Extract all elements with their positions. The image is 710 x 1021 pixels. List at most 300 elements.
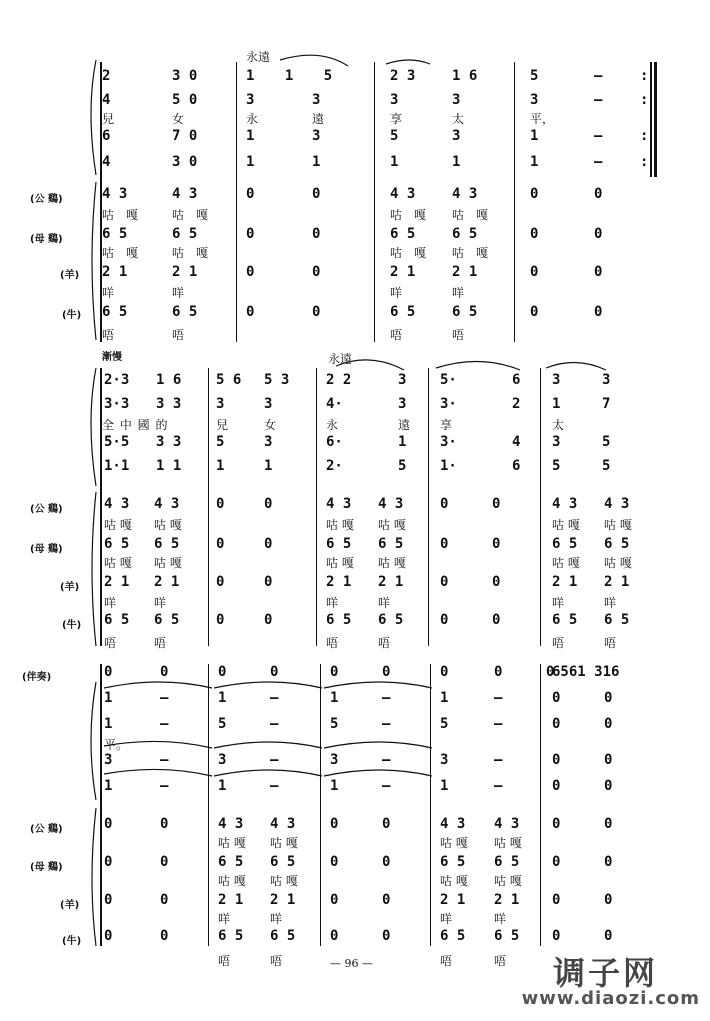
- lyric: 咩: [172, 286, 185, 300]
- note: 3: [452, 128, 461, 144]
- note: 2: [102, 68, 111, 84]
- note: 1: [104, 690, 113, 706]
- lyric: 咩: [270, 912, 283, 926]
- lyric: 咕: [102, 246, 115, 260]
- note: 0: [552, 690, 561, 706]
- lyric: 咩: [390, 286, 403, 300]
- note: 6 5: [218, 928, 244, 944]
- lyric: 唔: [552, 636, 565, 650]
- note: 3: [552, 434, 561, 450]
- note: 1: [312, 154, 321, 170]
- note: 7 0: [172, 128, 198, 144]
- note: —: [494, 752, 503, 768]
- note: 6 5: [452, 226, 478, 242]
- brace-left: [92, 492, 96, 646]
- note: 0: [546, 664, 555, 680]
- note: 0: [312, 264, 321, 280]
- lyric: 女: [172, 112, 185, 126]
- note: 3: [312, 92, 321, 108]
- lyric: 咩: [440, 912, 453, 926]
- note: 2 1: [452, 264, 478, 280]
- note: 1: [218, 690, 227, 706]
- note: 0: [604, 892, 613, 908]
- note: 0: [160, 928, 169, 944]
- note: 0: [382, 928, 391, 944]
- lyric: 遠: [398, 418, 411, 432]
- part-label-accompaniment: (伴奏): [22, 672, 52, 683]
- part-label-hen: (母 鷄): [30, 544, 63, 555]
- note: 2 1: [104, 574, 130, 590]
- note: 0: [440, 612, 449, 628]
- lyric: 唔: [172, 328, 185, 342]
- note: 6 5: [452, 304, 478, 320]
- note: 0: [312, 186, 321, 202]
- note: 4 3: [440, 816, 466, 832]
- lyric: 嘎: [126, 208, 139, 222]
- lyric: 平，: [530, 112, 555, 126]
- note: 6 5: [440, 854, 466, 870]
- note: 6 5: [104, 536, 130, 552]
- note: 0: [552, 752, 561, 768]
- note: 4 3: [378, 496, 404, 512]
- note: 1: [264, 458, 273, 474]
- lyric: 嘎: [414, 246, 427, 260]
- note: 2 3: [390, 68, 416, 84]
- note: 1·: [440, 458, 457, 474]
- note: 0: [216, 496, 225, 512]
- watermark-url: www.diaozi.com: [521, 988, 700, 1009]
- note: 5: [530, 68, 539, 84]
- note: 0: [552, 892, 561, 908]
- part-label-cow: (牛): [62, 620, 82, 631]
- note: 0: [440, 496, 449, 512]
- note: 1 6: [156, 372, 182, 388]
- lyric: 咕 嘎: [604, 518, 632, 532]
- note: 1: [530, 128, 539, 144]
- note: —: [270, 690, 279, 706]
- note: 3: [452, 92, 461, 108]
- note: 5: [218, 716, 227, 732]
- note: 1: [246, 154, 255, 170]
- lyric: 咕 嘎: [552, 518, 580, 532]
- note: 2 1: [172, 264, 198, 280]
- lyric: 咕 嘎: [604, 556, 632, 570]
- note: 4 3: [326, 496, 352, 512]
- lyric: 唔: [154, 636, 167, 650]
- note: 4: [512, 434, 521, 450]
- note: —: [160, 716, 169, 732]
- lyric: 兒: [216, 418, 229, 432]
- lyric: 咕: [172, 246, 185, 260]
- note: 4 3: [494, 816, 520, 832]
- lyric: 女: [264, 418, 277, 432]
- note: 6 5: [172, 226, 198, 242]
- lyric: 永: [246, 112, 259, 126]
- lyric: 咩: [326, 596, 339, 610]
- tie: [104, 741, 212, 748]
- lyric: 咕 嘎: [326, 556, 354, 570]
- note: 0: [264, 536, 273, 552]
- note: 6 5: [494, 854, 520, 870]
- lyric: 咕 嘎: [378, 556, 406, 570]
- note: 1 1 5: [246, 68, 333, 84]
- note: 5·5: [104, 434, 130, 450]
- repeat-dots: :: [640, 92, 649, 108]
- note: 0: [218, 664, 227, 680]
- note: 0: [330, 892, 339, 908]
- note: 0: [440, 536, 449, 552]
- lyric: 咕 嘎: [440, 874, 468, 888]
- note: 6 5: [326, 612, 352, 628]
- note: 6 5: [390, 226, 416, 242]
- note: 6: [102, 128, 111, 144]
- note: 1: [218, 778, 227, 794]
- note: 0: [264, 496, 273, 512]
- note: 0: [604, 752, 613, 768]
- note: 2 1: [494, 892, 520, 908]
- note: 4: [102, 92, 111, 108]
- lyric: 唔: [604, 636, 617, 650]
- part-label-sheep: (羊): [60, 582, 80, 593]
- note: 2 1: [218, 892, 244, 908]
- watermark-logo: 调子网: [552, 954, 658, 992]
- part-label-rooster: (公 鷄): [30, 194, 63, 205]
- note: 6 5: [494, 928, 520, 944]
- note: 6: [512, 372, 521, 388]
- note: 6 5: [172, 304, 198, 320]
- note: 1: [104, 778, 113, 794]
- lyric: 唔: [494, 954, 507, 968]
- lyric: 唔: [440, 954, 453, 968]
- note: 5: [390, 128, 399, 144]
- note: 0: [604, 854, 613, 870]
- note: 2·3: [104, 372, 130, 388]
- note: —: [270, 716, 279, 732]
- note: 5: [216, 434, 225, 450]
- note: 0: [440, 574, 449, 590]
- note: 0: [530, 226, 539, 242]
- note: 3: [530, 92, 539, 108]
- note: 1 1: [156, 458, 182, 474]
- note: 0: [160, 664, 169, 680]
- note: 0: [494, 664, 503, 680]
- lyric: 全 中 國 的: [102, 418, 169, 432]
- lyric: 咕: [102, 208, 115, 222]
- lyric: 嘎: [196, 246, 209, 260]
- note: 2·: [326, 458, 343, 474]
- lyric: 唔: [390, 328, 403, 342]
- note: 0: [604, 716, 613, 732]
- note: 0: [216, 536, 225, 552]
- note: —: [494, 716, 503, 732]
- tie: [324, 682, 432, 688]
- slur: [546, 362, 606, 370]
- note: 1: [398, 434, 407, 450]
- note: 0: [530, 186, 539, 202]
- tie: [324, 770, 432, 776]
- note: 4 3: [604, 496, 630, 512]
- note: 0: [104, 816, 113, 832]
- lyric: 咕 嘎: [552, 556, 580, 570]
- note: 6 5: [378, 536, 404, 552]
- lyric: 嘎: [476, 246, 489, 260]
- part-label-rooster: (公 鷄): [30, 504, 63, 515]
- note: 0: [104, 928, 113, 944]
- lyric: 嘎: [126, 246, 139, 260]
- note: 7: [602, 396, 611, 412]
- note: 3: [216, 396, 225, 412]
- note: 3: [264, 434, 273, 450]
- lyric: 咩: [154, 596, 167, 610]
- lyric: 咕: [172, 208, 185, 222]
- lyric: 咕 嘎: [270, 874, 298, 888]
- note: 0: [312, 304, 321, 320]
- lyric: 咕 嘎: [154, 518, 182, 532]
- note: 5: [602, 434, 611, 450]
- note: 0: [312, 226, 321, 242]
- note: 3·3: [104, 396, 130, 412]
- note: 6: [512, 458, 521, 474]
- lyric: 咕 嘎: [218, 874, 246, 888]
- note: 2: [512, 396, 521, 412]
- note: —: [382, 752, 391, 768]
- brace-left: [91, 368, 96, 486]
- note: 3: [218, 752, 227, 768]
- note: 2 1: [102, 264, 128, 280]
- note: 3: [330, 752, 339, 768]
- lyric: 咩: [218, 912, 231, 926]
- note: 5 6: [216, 372, 242, 388]
- note: 0: [330, 854, 339, 870]
- note: 1: [104, 716, 113, 732]
- repeat-dots: :: [640, 154, 649, 170]
- lyric: 兒: [102, 112, 115, 126]
- brace-left: [91, 682, 96, 800]
- note: 1·1: [104, 458, 130, 474]
- note: 3 3: [156, 434, 182, 450]
- lyric: 咩: [378, 596, 391, 610]
- note: 5 0: [172, 92, 198, 108]
- note: 0: [604, 690, 613, 706]
- note: 2 1: [390, 264, 416, 280]
- note: 3: [398, 396, 407, 412]
- note: 6 5: [552, 612, 578, 628]
- note: 0: [382, 816, 391, 832]
- note: 3 3: [156, 396, 182, 412]
- note: 6 5: [270, 854, 296, 870]
- note: 3: [390, 92, 399, 108]
- lyric: 咕 嘎: [494, 836, 522, 850]
- lyric: 咩: [494, 912, 507, 926]
- tempo-marking: 漸慢: [102, 352, 122, 363]
- lyric: 咕 嘎: [104, 556, 132, 570]
- note: 0: [382, 892, 391, 908]
- note: 0: [552, 816, 561, 832]
- note: 0: [246, 304, 255, 320]
- tie: [104, 682, 212, 688]
- note: 3 0: [172, 68, 198, 84]
- note: 0: [594, 264, 603, 280]
- note: 0: [440, 664, 449, 680]
- note: 0: [552, 778, 561, 794]
- note: —: [494, 690, 503, 706]
- note: 4: [102, 154, 111, 170]
- lyric: 遠: [312, 112, 325, 126]
- note: 0: [330, 816, 339, 832]
- note: 6 5: [440, 928, 466, 944]
- note: 5: [440, 716, 449, 732]
- note: 4 3: [172, 186, 198, 202]
- lyric: 咩: [552, 596, 565, 610]
- note: 6 5: [102, 304, 128, 320]
- note: 3: [104, 752, 113, 768]
- note: —: [160, 690, 169, 706]
- note: 0: [530, 264, 539, 280]
- note: 1: [552, 396, 561, 412]
- part-label-hen: (母 鷄): [30, 862, 63, 873]
- brace-left: [92, 182, 96, 340]
- lyric: 平。: [104, 738, 129, 752]
- note: 2 1: [378, 574, 404, 590]
- note: —: [270, 752, 279, 768]
- note: 1: [440, 778, 449, 794]
- lyric: 咕 嘎: [440, 836, 468, 850]
- lyric: 嘎: [414, 208, 427, 222]
- note: 5: [398, 458, 407, 474]
- repeat-dots: :: [640, 128, 649, 144]
- lyric: 唔: [102, 328, 115, 342]
- lyric: 咕: [390, 246, 403, 260]
- note: 4 3: [390, 186, 416, 202]
- note: 0: [492, 574, 501, 590]
- tie: [104, 769, 212, 776]
- note: 4 3: [218, 816, 244, 832]
- note: 2 1: [326, 574, 352, 590]
- note: 4 3: [154, 496, 180, 512]
- note: 2 1: [604, 574, 630, 590]
- note: —: [270, 778, 279, 794]
- note: 0: [160, 892, 169, 908]
- note: 0: [330, 664, 339, 680]
- lyric: 咕 嘎: [104, 518, 132, 532]
- note: 3·: [440, 396, 457, 412]
- part-label-cow: (牛): [62, 936, 82, 947]
- note: 0: [264, 612, 273, 628]
- note: —: [382, 778, 391, 794]
- note: 1: [390, 154, 399, 170]
- note: 0: [552, 716, 561, 732]
- note: 6 5: [102, 226, 128, 242]
- note: 0: [492, 612, 501, 628]
- lyric: 唔: [326, 636, 339, 650]
- slur: [280, 55, 348, 66]
- lyric: 唔: [270, 954, 283, 968]
- page-number: — 96 —: [330, 957, 373, 970]
- lyric: 咕: [452, 208, 465, 222]
- note: 0: [594, 304, 603, 320]
- note: 0: [246, 264, 255, 280]
- note: 6 5: [154, 612, 180, 628]
- note: 6 5: [154, 536, 180, 552]
- repeat-dots: :: [640, 68, 649, 84]
- lyric: 咕: [390, 208, 403, 222]
- note: 6 5: [378, 612, 404, 628]
- note: —: [594, 154, 603, 170]
- slur: [386, 60, 430, 64]
- note: 6 5: [218, 854, 244, 870]
- note: 2 1: [552, 574, 578, 590]
- note: 2 1: [270, 892, 296, 908]
- note: 3: [312, 128, 321, 144]
- note: 5: [552, 458, 561, 474]
- lyric: 咕 嘎: [494, 874, 522, 888]
- lyric: 太: [452, 112, 465, 126]
- lyric: 唔: [218, 954, 231, 968]
- note: 0: [492, 496, 501, 512]
- lyric-above: 永遠: [246, 50, 271, 64]
- lyric: 咩: [452, 286, 465, 300]
- note: 6 5: [326, 536, 352, 552]
- note: 0: [270, 664, 279, 680]
- note: 0: [604, 928, 613, 944]
- note: 0: [492, 536, 501, 552]
- part-label-cow: (牛): [62, 310, 82, 321]
- note: 3 0: [172, 154, 198, 170]
- note: 1 6: [452, 68, 478, 84]
- note: 6 5: [552, 536, 578, 552]
- slur: [436, 361, 520, 370]
- note: —: [594, 92, 603, 108]
- lyric: 唔: [378, 636, 391, 650]
- note: 0: [604, 778, 613, 794]
- note: —: [160, 778, 169, 794]
- brace-left: [92, 808, 96, 946]
- part-label-sheep: (羊): [60, 900, 80, 911]
- note: 5: [330, 716, 339, 732]
- lyric: 嘎: [196, 208, 209, 222]
- tie: [324, 742, 432, 748]
- note: 0: [104, 854, 113, 870]
- note: 4·: [326, 396, 343, 412]
- note: 0: [160, 816, 169, 832]
- lyric: 咕 嘎: [218, 836, 246, 850]
- note: —: [160, 752, 169, 768]
- note: 6 5: [390, 304, 416, 320]
- note: 3: [246, 92, 255, 108]
- note: 6 5: [604, 536, 630, 552]
- note: 0: [530, 304, 539, 320]
- note: 4 3: [104, 496, 130, 512]
- lyric: 咩: [104, 596, 117, 610]
- note: 4 3: [270, 816, 296, 832]
- note: 6·: [326, 434, 343, 450]
- note: 6 5: [270, 928, 296, 944]
- note: 5·: [440, 372, 457, 388]
- lyric: 咕 嘎: [378, 518, 406, 532]
- note: 0: [594, 186, 603, 202]
- note: 6 5: [604, 612, 630, 628]
- note: 0: [264, 574, 273, 590]
- note: 3·: [440, 434, 457, 450]
- part-label-hen: (母 鷄): [30, 234, 63, 245]
- note: —: [594, 128, 603, 144]
- note: 0: [594, 226, 603, 242]
- note: 0: [382, 854, 391, 870]
- note: 2 1: [154, 574, 180, 590]
- tie: [214, 770, 322, 776]
- lyric: 太: [552, 418, 565, 432]
- note: 5: [602, 458, 611, 474]
